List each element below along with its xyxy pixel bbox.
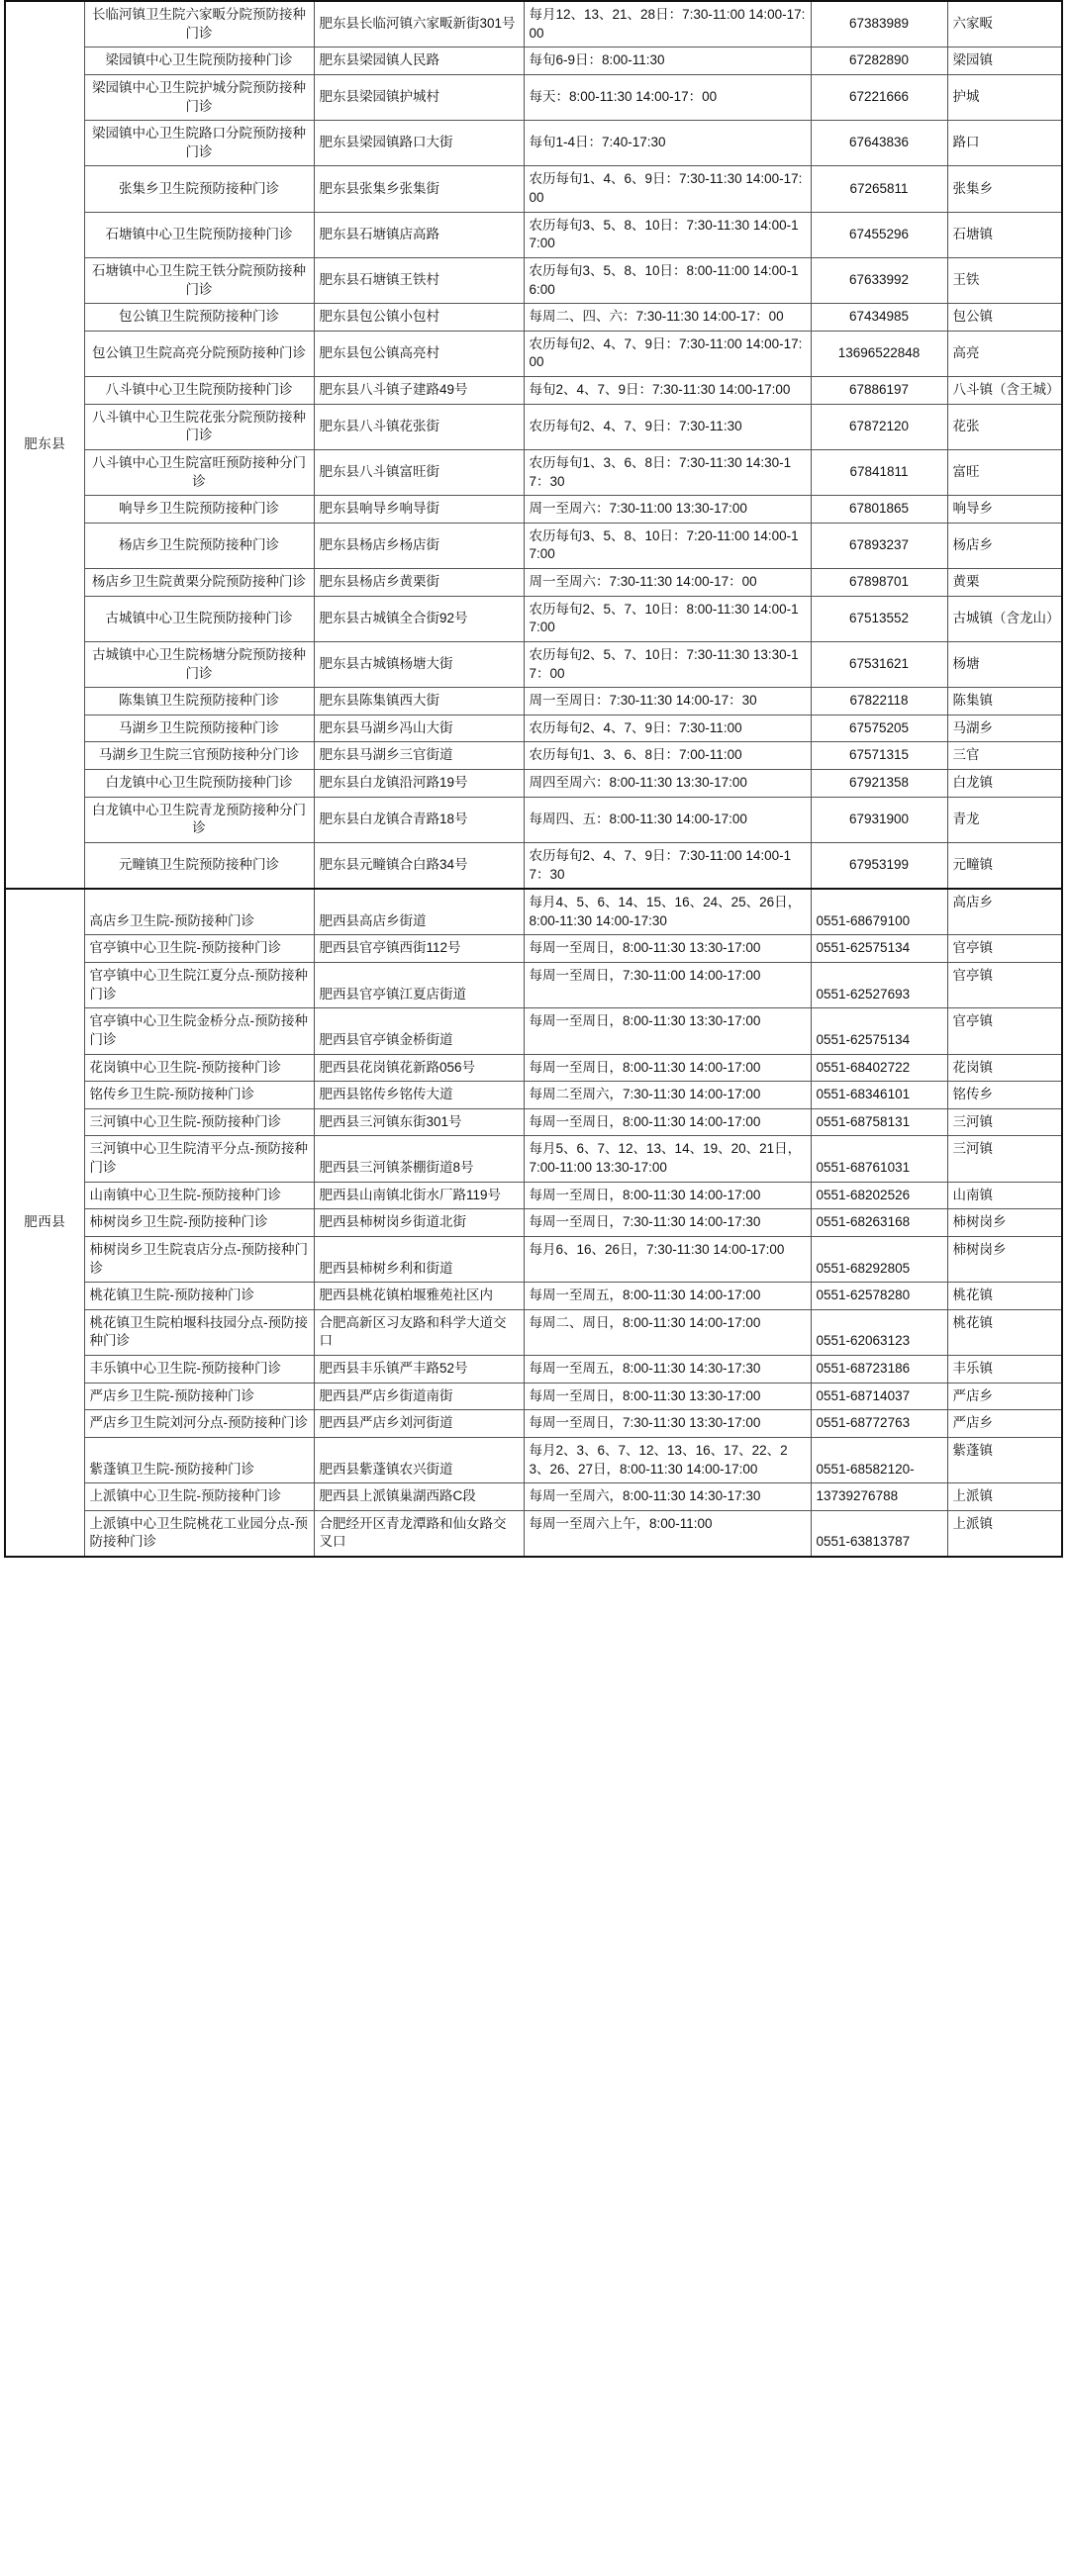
clinic-name-cell: 白龙镇中心卫生院预防接种门诊 (84, 770, 314, 798)
clinic-name-cell: 张集乡卫生院预防接种门诊 (84, 166, 314, 212)
table-row (5, 1008, 1062, 1054)
clinic-phone-cell: 67282890 (811, 48, 947, 75)
clinic-area-cell: 富旺 (947, 449, 1062, 495)
clinic-time-cell: 农历每旬3、5、8、10日：8:00-11:00 14:00-16:00 (524, 257, 811, 303)
clinic-phone-cell: 67383989 (811, 1, 947, 48)
table-row (5, 1182, 1062, 1209)
clinic-address-cell: 肥西县三河镇茶棚街道8号 (314, 1136, 524, 1182)
clinic-area-cell: 白龙镇 (947, 770, 1062, 798)
clinic-name-cell: 八斗镇中心卫生院花张分院预防接种门诊 (84, 404, 314, 449)
clinic-name-cell: 官亭镇中心卫生院江夏分点-预防接种门诊 (84, 963, 314, 1008)
clinic-address-cell: 肥西县上派镇巢湖西路C段 (314, 1483, 524, 1511)
clinic-area-cell: 包公镇 (947, 304, 1062, 332)
clinic-table (4, 0, 1063, 1558)
table-row (5, 1410, 1062, 1438)
clinic-phone-cell: 0551-62575134 (811, 1008, 947, 1054)
clinic-area-cell: 八斗镇（含王城） (947, 377, 1062, 405)
clinic-area-cell: 花张 (947, 404, 1062, 449)
clinic-time-cell: 农历每旬2、4、7、9日：7:30-11:00 14:00-17：30 (524, 842, 811, 889)
clinic-name-cell: 山南镇中心卫生院-预防接种门诊 (84, 1182, 314, 1209)
clinic-phone-cell: 0551-62527693 (811, 963, 947, 1008)
table-row (5, 1082, 1062, 1109)
clinic-address-cell: 肥东县梁园镇人民路 (314, 48, 524, 75)
table-row (5, 331, 1062, 376)
clinic-name-cell: 响导乡卫生院预防接种门诊 (84, 496, 314, 524)
clinic-address-cell: 肥东县马湖乡三官街道 (314, 742, 524, 770)
clinic-address-cell: 肥西县柿树乡利和街道 (314, 1236, 524, 1282)
clinic-phone-cell: 67571315 (811, 742, 947, 770)
clinic-time-cell: 每周二、四、六：7:30-11:30 14:00-17：00 (524, 304, 811, 332)
clinic-address-cell: 肥西县三河镇东街301号 (314, 1108, 524, 1136)
clinic-name-cell: 八斗镇中心卫生院预防接种门诊 (84, 377, 314, 405)
clinic-phone-cell: 67898701 (811, 569, 947, 597)
clinic-phone-cell: 0551-68679100 (811, 889, 947, 935)
table-row (5, 48, 1062, 75)
table-row (5, 1437, 1062, 1482)
clinic-address-cell: 肥西县官亭镇金桥街道 (314, 1008, 524, 1054)
clinic-phone-cell: 0551-62575134 (811, 935, 947, 963)
table-row (5, 166, 1062, 212)
clinic-phone-cell: 67801865 (811, 496, 947, 524)
clinic-time-cell: 每周二、周日，8:00-11:30 14:00-17:00 (524, 1309, 811, 1355)
clinic-phone-cell: 67872120 (811, 404, 947, 449)
clinic-name-cell: 官亭镇中心卫生院金桥分点-预防接种门诊 (84, 1008, 314, 1054)
clinic-address-cell: 肥东县白龙镇合青路18号 (314, 797, 524, 842)
table-row (5, 1054, 1062, 1082)
clinic-phone-cell: 0551-68202526 (811, 1182, 947, 1209)
clinic-phone-cell: 0551-68723186 (811, 1356, 947, 1383)
clinic-area-cell: 马湖乡 (947, 715, 1062, 742)
clinic-address-cell: 肥东县马湖乡冯山大街 (314, 715, 524, 742)
clinic-name-cell: 上派镇中心卫生院-预防接种门诊 (84, 1483, 314, 1511)
clinic-time-cell: 农历每旬2、4、7、9日：7:30-11:00 (524, 715, 811, 742)
clinic-area-cell: 高店乡 (947, 889, 1062, 935)
table-row (5, 797, 1062, 842)
table-row (5, 1236, 1062, 1282)
clinic-time-cell: 每月4、5、6、14、15、16、24、25、26日，8:00-11:30 14:00-17:30 (524, 889, 811, 935)
clinic-name-cell: 陈集镇卫生院预防接种门诊 (84, 688, 314, 716)
clinic-area-cell: 古城镇（含龙山） (947, 596, 1062, 641)
clinic-name-cell: 八斗镇中心卫生院富旺预防接种分门诊 (84, 449, 314, 495)
clinic-address-cell: 合肥高新区习友路和科学大道交口 (314, 1309, 524, 1355)
clinic-address-cell: 肥东县梁园镇护城村 (314, 74, 524, 120)
clinic-address-cell: 肥东县古城镇杨塘大街 (314, 641, 524, 687)
clinic-name-cell: 丰乐镇中心卫生院-预防接种门诊 (84, 1356, 314, 1383)
clinic-phone-cell: 0551-63813787 (811, 1510, 947, 1557)
clinic-time-cell: 农历每旬3、5、8、10日：7:20-11:00 14:00-17:00 (524, 523, 811, 568)
clinic-phone-cell: 0551-68761031 (811, 1136, 947, 1182)
clinic-area-cell: 花岗镇 (947, 1054, 1062, 1082)
clinic-area-cell: 高亮 (947, 331, 1062, 376)
clinic-time-cell: 每周一至周日，8:00-11:30 13:30-17:00 (524, 1008, 811, 1054)
clinic-area-cell: 严店乡 (947, 1410, 1062, 1438)
clinic-time-cell: 每周一至周日，8:00-11:30 14:00-17:00 (524, 1108, 811, 1136)
clinic-name-cell: 严店乡卫生院-预防接种门诊 (84, 1383, 314, 1410)
table-row (5, 257, 1062, 303)
clinic-area-cell: 柿树岗乡 (947, 1209, 1062, 1237)
clinic-address-cell: 肥东县石塘镇王铁村 (314, 257, 524, 303)
clinic-area-cell: 六家畈 (947, 1, 1062, 48)
clinic-name-cell: 长临河镇卫生院六家畈分院预防接种门诊 (84, 1, 314, 48)
clinic-address-cell: 肥东县杨店乡杨店街 (314, 523, 524, 568)
clinic-address-cell: 肥西县丰乐镇严丰路52号 (314, 1356, 524, 1383)
clinic-time-cell: 每月2、3、6、7、12、13、16、17、22、23、26、27日，8:00-11:30 14:00-17:00 (524, 1437, 811, 1482)
table-row (5, 770, 1062, 798)
table-row (5, 404, 1062, 449)
clinic-phone-cell: 67841811 (811, 449, 947, 495)
clinic-name-cell: 紫蓬镇卫生院-预防接种门诊 (84, 1437, 314, 1482)
clinic-phone-cell: 67265811 (811, 166, 947, 212)
clinic-phone-cell: 67531621 (811, 641, 947, 687)
clinic-name-cell: 三河镇中心卫生院清平分点-预防接种门诊 (84, 1136, 314, 1182)
table-row (5, 641, 1062, 687)
clinic-area-cell: 护城 (947, 74, 1062, 120)
clinic-phone-cell: 0551-68772763 (811, 1410, 947, 1438)
clinic-name-cell: 古城镇中心卫生院预防接种门诊 (84, 596, 314, 641)
clinic-area-cell: 杨塘 (947, 641, 1062, 687)
clinic-area-cell: 桃花镇 (947, 1309, 1062, 1355)
table-row (5, 1510, 1062, 1557)
clinic-time-cell: 每周四、五：8:00-11:30 14:00-17:00 (524, 797, 811, 842)
clinic-phone-cell: 67633992 (811, 257, 947, 303)
clinic-phone-cell: 67921358 (811, 770, 947, 798)
clinic-phone-cell: 0551-68714037 (811, 1383, 947, 1410)
clinic-time-cell: 每旬2、4、7、9日：7:30-11:30 14:00-17:00 (524, 377, 811, 405)
clinic-name-cell: 杨店乡卫生院预防接种门诊 (84, 523, 314, 568)
clinic-address-cell: 肥西县柿树岗乡街道北街 (314, 1209, 524, 1237)
clinic-name-cell: 高店乡卫生院-预防接种门诊 (84, 889, 314, 935)
clinic-phone-cell: 67434985 (811, 304, 947, 332)
clinic-area-cell: 上派镇 (947, 1510, 1062, 1557)
clinic-phone-cell: 13739276788 (811, 1483, 947, 1511)
clinic-name-cell: 梁园镇中心卫生院预防接种门诊 (84, 48, 314, 75)
county-name-cell: 肥东县 (5, 1, 84, 889)
clinic-name-cell: 铭传乡卫生院-预防接种门诊 (84, 1082, 314, 1109)
table-row (5, 1309, 1062, 1355)
clinic-address-cell: 肥东县石塘镇店高路 (314, 212, 524, 257)
clinic-time-cell: 每周一至周日，7:30-11:30 13:30-17:00 (524, 1410, 811, 1438)
clinic-name-cell: 官亭镇中心卫生院-预防接种门诊 (84, 935, 314, 963)
clinic-phone-cell: 13696522848 (811, 331, 947, 376)
clinic-time-cell: 每旬1-4日：7:40-17:30 (524, 121, 811, 166)
clinic-name-cell: 梁园镇中心卫生院护城分院预防接种门诊 (84, 74, 314, 120)
clinic-area-cell: 陈集镇 (947, 688, 1062, 716)
clinic-address-cell: 肥西县严店乡刘河街道 (314, 1410, 524, 1438)
clinic-name-cell: 马湖乡卫生院三官预防接种分门诊 (84, 742, 314, 770)
clinic-address-cell: 肥东县长临河镇六家畈新街301号 (314, 1, 524, 48)
clinic-address-cell: 肥东县包公镇小包村 (314, 304, 524, 332)
clinic-address-cell: 肥西县铭传乡铭传大道 (314, 1082, 524, 1109)
clinic-phone-cell: 67455296 (811, 212, 947, 257)
clinic-name-cell: 石塘镇中心卫生院王铁分院预防接种门诊 (84, 257, 314, 303)
clinic-address-cell: 肥东县响导乡响导街 (314, 496, 524, 524)
clinic-area-cell: 山南镇 (947, 1182, 1062, 1209)
clinic-name-cell: 柿树岗乡卫生院-预防接种门诊 (84, 1209, 314, 1237)
clinic-area-cell: 桃花镇 (947, 1283, 1062, 1310)
clinic-address-cell: 合肥经开区青龙潭路和仙女路交叉口 (314, 1510, 524, 1557)
table-row (5, 212, 1062, 257)
clinic-name-cell: 包公镇卫生院预防接种门诊 (84, 304, 314, 332)
table-row (5, 715, 1062, 742)
clinic-address-cell: 肥西县山南镇北街水厂路119号 (314, 1182, 524, 1209)
clinic-name-cell: 石塘镇中心卫生院预防接种门诊 (84, 212, 314, 257)
clinic-area-cell: 路口 (947, 121, 1062, 166)
clinic-address-cell: 肥东县元疃镇合白路34号 (314, 842, 524, 889)
clinic-time-cell: 农历每旬1、3、6、8日：7:30-11:30 14:30-17：30 (524, 449, 811, 495)
clinic-area-cell: 黄栗 (947, 569, 1062, 597)
county-name-cell: 肥西县 (5, 889, 84, 1557)
clinic-address-cell: 肥东县八斗镇花张街 (314, 404, 524, 449)
table-row (5, 121, 1062, 166)
county-section (5, 889, 1062, 1557)
table-row (5, 1, 1062, 48)
clinic-phone-cell: 0551-62578280 (811, 1283, 947, 1310)
clinic-time-cell: 周一至周日：7:30-11:30 14:00-17：30 (524, 688, 811, 716)
clinic-name-cell: 杨店乡卫生院黄栗分院预防接种门诊 (84, 569, 314, 597)
table-row (5, 74, 1062, 120)
table-row (5, 1283, 1062, 1310)
clinic-name-cell: 马湖乡卫生院预防接种门诊 (84, 715, 314, 742)
clinic-area-cell: 柿树岗乡 (947, 1236, 1062, 1282)
table-row (5, 377, 1062, 405)
clinic-area-cell: 丰乐镇 (947, 1356, 1062, 1383)
clinic-phone-cell: 67221666 (811, 74, 947, 120)
table-row (5, 842, 1062, 889)
clinic-phone-cell: 0551-68582120- (811, 1437, 947, 1482)
clinic-address-cell: 肥东县八斗镇子建路49号 (314, 377, 524, 405)
clinic-address-cell: 肥西县官亭镇西街112号 (314, 935, 524, 963)
county-section (5, 1, 1062, 889)
clinic-name-cell: 柿树岗乡卫生院袁店分点-预防接种门诊 (84, 1236, 314, 1282)
table-row (5, 496, 1062, 524)
clinic-address-cell: 肥西县花岗镇花新路056号 (314, 1054, 524, 1082)
clinic-time-cell: 每周一至周五，8:00-11:30 14:30-17:30 (524, 1356, 811, 1383)
clinic-area-cell: 王铁 (947, 257, 1062, 303)
clinic-phone-cell: 67822118 (811, 688, 947, 716)
clinic-name-cell: 梁园镇中心卫生院路口分院预防接种门诊 (84, 121, 314, 166)
clinic-time-cell: 农历每旬1、4、6、9日：7:30-11:30 14:00-17:00 (524, 166, 811, 212)
table-row (5, 1383, 1062, 1410)
clinic-time-cell: 每周一至周日，7:30-11:30 14:00-17:30 (524, 1209, 811, 1237)
clinic-name-cell: 元疃镇卫生院预防接种门诊 (84, 842, 314, 889)
clinic-phone-cell: 67575205 (811, 715, 947, 742)
table-row (5, 569, 1062, 597)
clinic-name-cell: 古城镇中心卫生院杨塘分院预防接种门诊 (84, 641, 314, 687)
clinic-name-cell: 白龙镇中心卫生院青龙预防接种分门诊 (84, 797, 314, 842)
clinic-address-cell: 肥西县官亭镇江夏店街道 (314, 963, 524, 1008)
clinic-time-cell: 每周二至周六，7:30-11:30 14:00-17:00 (524, 1082, 811, 1109)
table-row (5, 963, 1062, 1008)
clinic-name-cell: 三河镇中心卫生院-预防接种门诊 (84, 1108, 314, 1136)
clinic-time-cell: 农历每旬3、5、8、10日：7:30-11:30 14:00-17:00 (524, 212, 811, 257)
table-row (5, 304, 1062, 332)
clinic-area-cell: 上派镇 (947, 1483, 1062, 1511)
table-row (5, 889, 1062, 935)
clinic-area-cell: 三河镇 (947, 1136, 1062, 1182)
table-row (5, 688, 1062, 716)
clinic-name-cell: 包公镇卫生院高亮分院预防接种门诊 (84, 331, 314, 376)
clinic-time-cell: 每周一至周六，8:00-11:30 14:30-17:30 (524, 1483, 811, 1511)
clinic-address-cell: 肥东县杨店乡黄栗街 (314, 569, 524, 597)
clinic-phone-cell: 0551-68292805 (811, 1236, 947, 1282)
clinic-area-cell: 三官 (947, 742, 1062, 770)
clinic-address-cell: 肥东县古城镇全合街92号 (314, 596, 524, 641)
clinic-area-cell: 官亭镇 (947, 935, 1062, 963)
clinic-time-cell: 每周一至周日，8:00-11:30 13:30-17:00 (524, 935, 811, 963)
clinic-name-cell: 桃花镇卫生院-预防接种门诊 (84, 1283, 314, 1310)
clinic-phone-cell: 67931900 (811, 797, 947, 842)
clinic-name-cell: 严店乡卫生院刘河分点-预防接种门诊 (84, 1410, 314, 1438)
clinic-area-cell: 紫蓬镇 (947, 1437, 1062, 1482)
clinic-time-cell: 农历每旬1、3、6、8日：7:00-11:00 (524, 742, 811, 770)
clinic-time-cell: 每月12、13、21、28日：7:30-11:00 14:00-17:00 (524, 1, 811, 48)
clinic-area-cell: 张集乡 (947, 166, 1062, 212)
clinic-time-cell: 每周一至周日，8:00-11:30 13:30-17:00 (524, 1383, 811, 1410)
clinic-address-cell: 肥东县白龙镇沿河路19号 (314, 770, 524, 798)
table-row (5, 1108, 1062, 1136)
clinic-time-cell: 每周一至周五，8:00-11:30 14:00-17:00 (524, 1283, 811, 1310)
clinic-phone-cell: 0551-68346101 (811, 1082, 947, 1109)
clinic-area-cell: 官亭镇 (947, 1008, 1062, 1054)
table-row (5, 1483, 1062, 1511)
clinic-phone-cell: 0551-68263168 (811, 1209, 947, 1237)
clinic-time-cell: 周一至周六：7:30-11:30 14:00-17：00 (524, 569, 811, 597)
table-row (5, 596, 1062, 641)
clinic-address-cell: 肥西县严店乡街道南街 (314, 1383, 524, 1410)
clinic-time-cell: 农历每旬2、5、7、10日：8:00-11:30 14:00-17:00 (524, 596, 811, 641)
clinic-time-cell: 农历每旬2、5、7、10日：7:30-11:30 13:30-17：00 (524, 641, 811, 687)
clinic-area-cell: 梁园镇 (947, 48, 1062, 75)
table-row (5, 1136, 1062, 1182)
table-row (5, 935, 1062, 963)
clinic-area-cell: 三河镇 (947, 1108, 1062, 1136)
clinic-address-cell: 肥东县张集乡张集街 (314, 166, 524, 212)
clinic-time-cell: 周一至周六：7:30-11:00 13:30-17:00 (524, 496, 811, 524)
clinic-address-cell: 肥西县高店乡街道 (314, 889, 524, 935)
clinic-time-cell: 每旬6-9日：8:00-11:30 (524, 48, 811, 75)
clinic-phone-cell: 0551-68402722 (811, 1054, 947, 1082)
clinic-address-cell: 肥西县桃花镇柏堰雅苑社区内 (314, 1283, 524, 1310)
table-row (5, 523, 1062, 568)
clinic-area-cell: 严店乡 (947, 1383, 1062, 1410)
clinic-name-cell: 花岗镇中心卫生院-预防接种门诊 (84, 1054, 314, 1082)
clinic-address-cell: 肥东县陈集镇西大街 (314, 688, 524, 716)
clinic-phone-cell: 67513552 (811, 596, 947, 641)
clinic-time-cell: 每周一至周六上午，8:00-11:00 (524, 1510, 811, 1557)
clinic-phone-cell: 67953199 (811, 842, 947, 889)
clinic-time-cell: 每天：8:00-11:30 14:00-17：00 (524, 74, 811, 120)
clinic-time-cell: 每周一至周日，7:30-11:00 14:00-17:00 (524, 963, 811, 1008)
clinic-name-cell: 桃花镇卫生院柏堰科技园分点-预防接种门诊 (84, 1309, 314, 1355)
clinic-phone-cell: 67886197 (811, 377, 947, 405)
clinic-area-cell: 铭传乡 (947, 1082, 1062, 1109)
clinic-name-cell: 上派镇中心卫生院桃花工业园分点-预防接种门诊 (84, 1510, 314, 1557)
table-row (5, 1356, 1062, 1383)
clinic-area-cell: 石塘镇 (947, 212, 1062, 257)
clinic-time-cell: 农历每旬2、4、7、9日：7:30-11:30 (524, 404, 811, 449)
clinic-area-cell: 元疃镇 (947, 842, 1062, 889)
clinic-time-cell: 每周一至周日，8:00-11:30 14:00-17:00 (524, 1054, 811, 1082)
clinic-time-cell: 每月6、16、26日，7:30-11:30 14:00-17:00 (524, 1236, 811, 1282)
clinic-phone-cell: 0551-62063123 (811, 1309, 947, 1355)
table-row (5, 742, 1062, 770)
clinic-phone-cell: 0551-68758131 (811, 1108, 947, 1136)
clinic-address-cell: 肥东县八斗镇富旺街 (314, 449, 524, 495)
clinic-area-cell: 青龙 (947, 797, 1062, 842)
clinic-time-cell: 周四至周六：8:00-11:30 13:30-17:00 (524, 770, 811, 798)
table-row (5, 449, 1062, 495)
clinic-time-cell: 农历每旬2、4、7、9日：7:30-11:00 14:00-17:00 (524, 331, 811, 376)
clinic-address-cell: 肥东县梁园镇路口大街 (314, 121, 524, 166)
clinic-area-cell: 官亭镇 (947, 963, 1062, 1008)
clinic-phone-cell: 67893237 (811, 523, 947, 568)
clinic-time-cell: 每月5、6、7、12、13、14、19、20、21日，7:00-11:00 13:30-17:00 (524, 1136, 811, 1182)
clinic-address-cell: 肥西县紫蓬镇农兴街道 (314, 1437, 524, 1482)
clinic-phone-cell: 67643836 (811, 121, 947, 166)
table-row (5, 1209, 1062, 1237)
clinic-area-cell: 杨店乡 (947, 523, 1062, 568)
clinic-time-cell: 每周一至周日，8:00-11:30 14:00-17:00 (524, 1182, 811, 1209)
clinic-address-cell: 肥东县包公镇高亮村 (314, 331, 524, 376)
clinic-area-cell: 响导乡 (947, 496, 1062, 524)
